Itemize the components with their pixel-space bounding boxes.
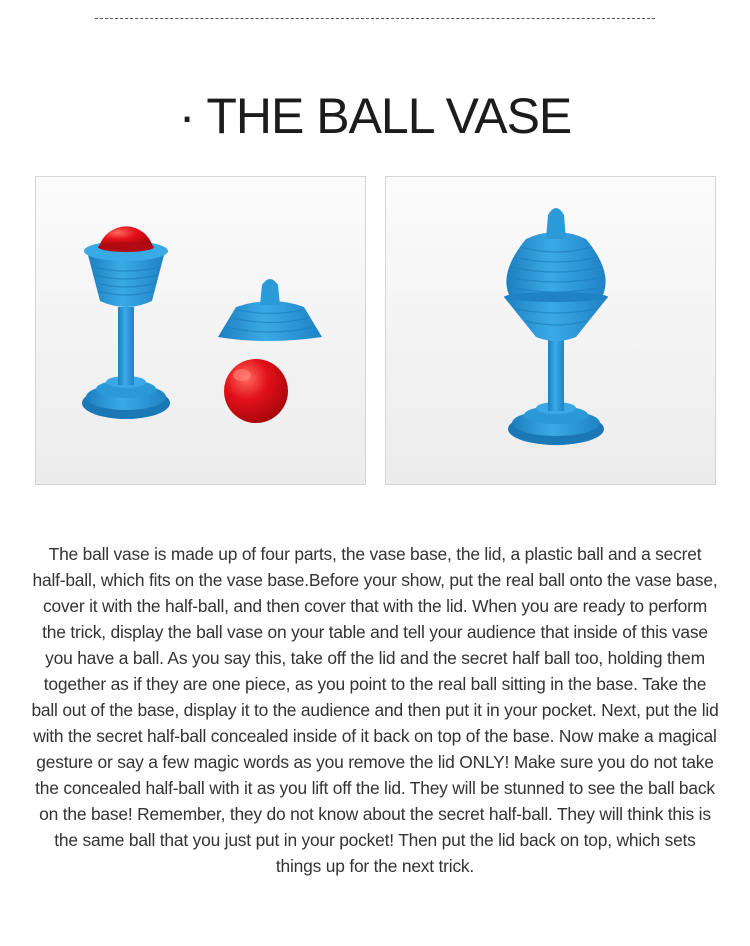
photo-ball-vase-parts xyxy=(35,176,366,485)
photo-ball-vase-assembled xyxy=(385,176,716,485)
description-paragraph: The ball vase is made up of four parts, the vase base, the lid, a plastic ball and a secret half-ball, which fits on the vase base.Before your show, put the real ball onto the vase base, cover it with the half-ball, and then cover that with the lid. When you are ready to perform the trick, display the ball vase on your table and tell your audience that inside of this vase you have a ball. As you say this, take off the lid and the secret half ball too, holding them together as if they are one piece, as you point to the real ball sitting in the base. Take the ball out of the base, display it to the audience and then put it in your pocket. Next, put the lid with the secret half-ball concealed inside of it back on top of the base. Now make a magical gesture or say a few magic words as you remove the lid ONLY! Make sure you do not take the concealed half-ball with it as you lift off the lid. They will be stunned to see the ball back on the base! Remember, they do not know about the secret half-ball. They will think this is the same ball that you just put in your pocket! Then put the lid back on top, which sets things up for the next trick. xyxy=(31,544,719,876)
top-dashed-divider xyxy=(95,18,655,19)
page-title: · THE BALL VASE xyxy=(178,88,572,144)
ball-vase-parts-image xyxy=(36,177,365,484)
ball-vase-assembled-image xyxy=(386,177,715,484)
